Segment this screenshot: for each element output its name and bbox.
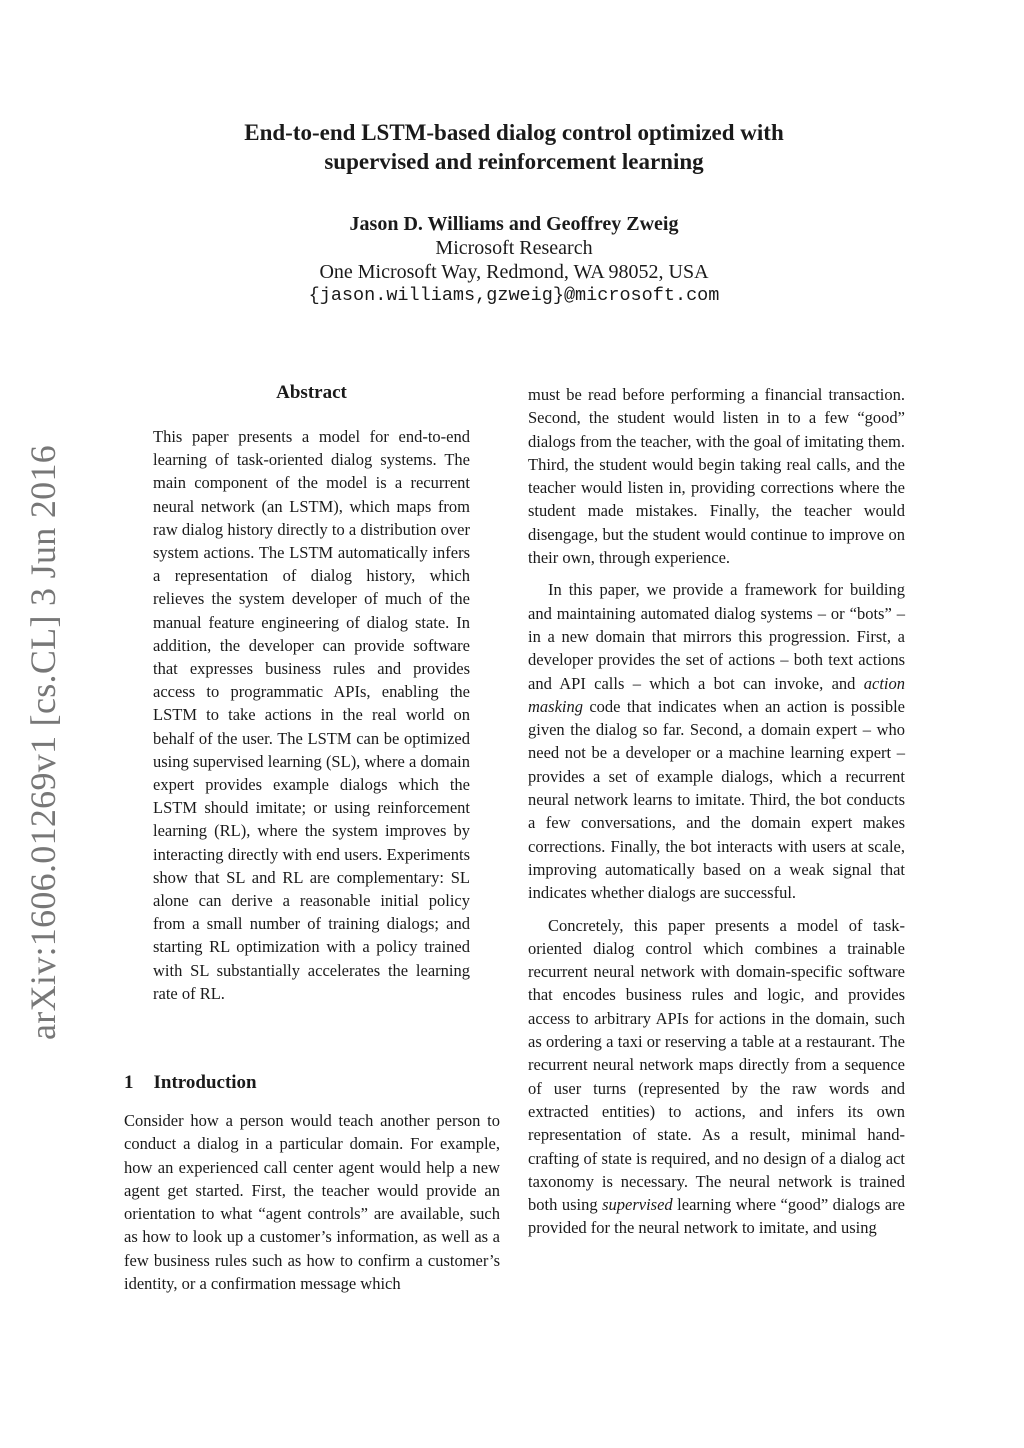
section-title: Introduction [153,1072,257,1093]
para2-text-b: code that indicates when an action is possible given the dialog so far. Second, a domain expert – who need not be a developer or a machine learning expert – provides a set of example dialogs, which a recurrent neural network learns to imitate. Third, the bot conducts a few conversations, and the domain expert makes corrections. Finally, the bot interacts with users at scale, improving automatically based on a weak signal that indicates whether dialogs are successful. [528,696,905,903]
intro-paragraph-3 [528,914,905,1240]
arxiv-identifier-stamp: arXiv:1606.01269v1 [cs.CL] 3 Jun 2016 [23,444,63,1040]
author-block [200,212,828,308]
abstract-paragraph: This paper presents a model for end-to-end learning of task-oriented dialog systems. The main component of the model is a recurrent neural network (an LSTM), which maps from raw dialog history directly to a distribution over system actions. The LSTM automatically infers a representation of dialog history, which relieves the system developer of much of the manual feature engineering of dialog state. In addition, the developer can provide software that expresses business rules and provides access to programmatic APIs, enabling the LSTM to take actions in the real world on behalf of the user. The LSTM can be optimized using supervised learning (SL), where a domain expert provides example dialogs which the LSTM should imitate; or using reinforcement learning (RL), where the system improves by interacting directly with end users. Experiments show that SL and RL are complementary: SL alone can derive a reasonable initial policy from a small number of training dialogs; and starting RL optimization with a policy trained with SL substantially accelerates the learning rate of RL. [153,427,470,1003]
section-heading-introduction [124,1072,257,1094]
para2-text-a: In this paper, we provide a framework for building and maintaining automated dialog systems – or “bots” – in a new domain that mirrors this progression. First, a developer provides the set of actions – both text actions and API calls – which a bot can invoke, and [528,580,905,693]
para2-italic-term: action masking [528,673,905,716]
affiliation: Microsoft Research [435,237,593,259]
section-number: 1 [124,1072,134,1093]
paper-title [150,118,878,176]
abstract-heading: Abstract [276,382,347,403]
title-line-2: supervised and reinforcement learning [324,149,704,174]
para3-text-a: Concretely, this paper presents a model of task-oriented dialog control which combines a trainable recurrent neural network with domain-specific software that encodes business rules and logic, and provides access to arbitrary APIs for actions in the domain, such as ordering a taxi or reserving a table at a restaurant. The recurrent neural network maps directly from a sequence of user turns (represented by the raw words and extracted entities) to actions, and infers its own representation of state. As a result, minimal hand-crafting of state is required, and no design of a dialog act taxonomy is necessary. The neural network is trained both using [528,915,905,1215]
para3-italic-term: supervised [602,1195,673,1215]
abstract-text [153,425,470,1005]
para3-text-b: learning where “good” dialogs are provided for the neural network to imitate, and using [528,1195,905,1238]
intro-paragraph-1: Consider how a person would teach another person to conduct a dialog in a particular domain. For example, how an experienced call center agent would help a new agent get started. First, the teacher would provide an orientation to what “agent controls” are available, such as how to look up a customer’s information, as well as a few business rules such as how to confirm a customer’s identity, or a confirmation message which [124,1111,500,1294]
author-names: Jason D. Williams and Geoffrey Zweig [349,213,679,235]
address: One Microsoft Way, Redmond, WA 98052, USA [319,261,709,283]
title-line-1: End-to-end LSTM-based dialog control optimized with [244,120,784,145]
intro-paragraph-2 [528,578,905,904]
right-column [528,383,905,1240]
author-email: {jason.williams,gzweig}@microsoft.com [308,285,720,306]
intro-paragraph-continued: must be read before performing a financial transaction. Second, the student would listen in to a few “good” dialogs from the teacher, with the goal of imitating them. Third, the student would begin taking real calls, and the teacher would listen in, providing corrections where the student made mistakes. Finally, the teacher would disengage, but the student would continue to improve on their own, through experience. [528,385,905,568]
introduction-left-column [124,1109,500,1295]
